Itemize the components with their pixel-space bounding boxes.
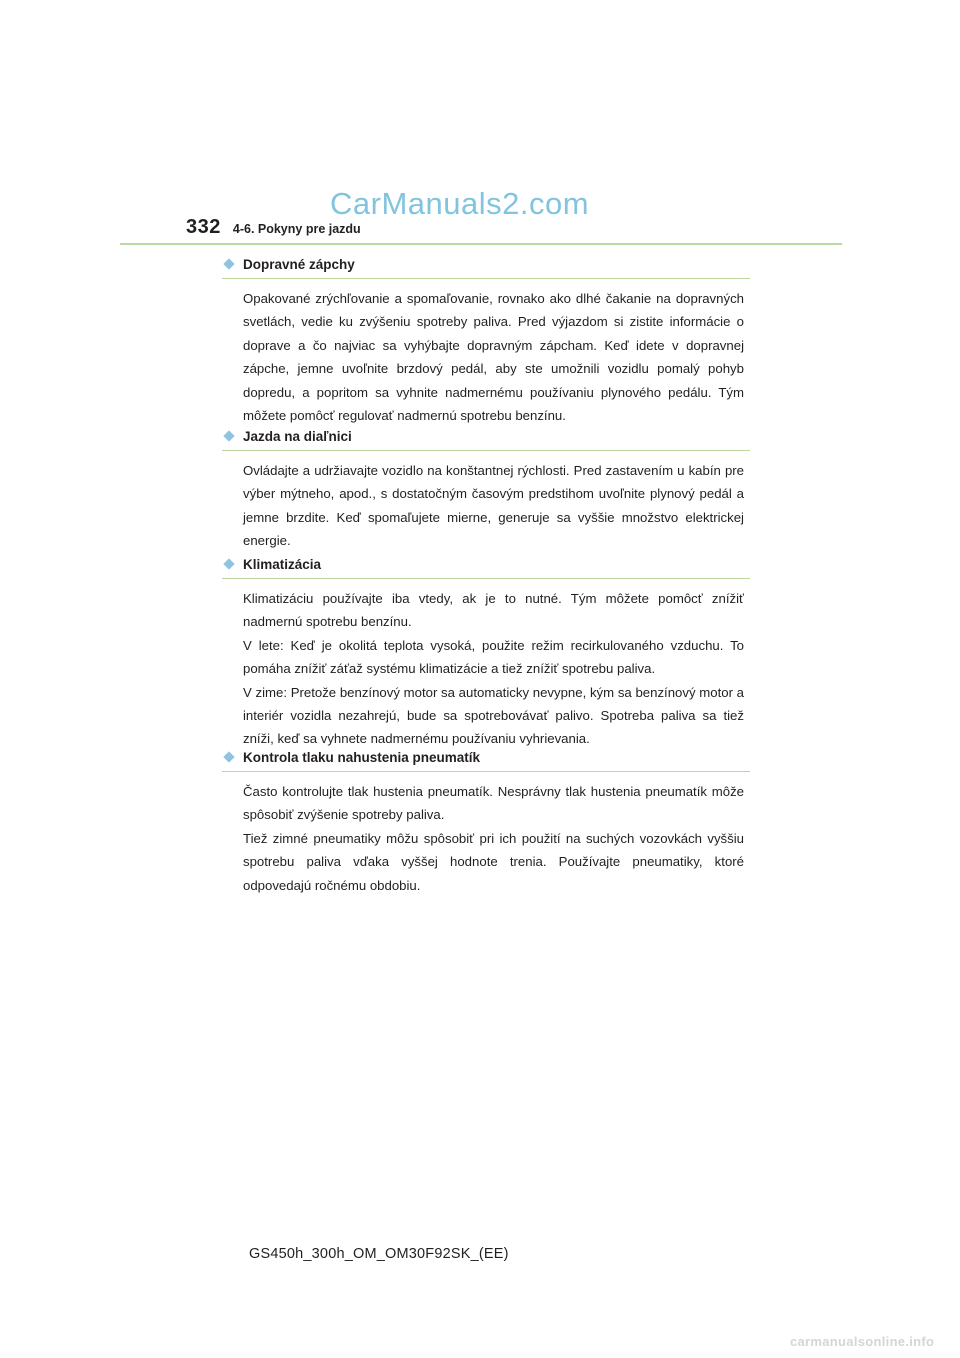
paragraph: Opakované zrýchľovanie a spomaľovanie, rovnako ako dlhé čakanie na dopravných svetlách, vedie ku zvýšeniu spotreby paliva. Pred výjazdom si zistite informácie o doprave a čo najviac sa vyhýbajte dopravným zápcham. Keď idete v dopravnej zápche, jemne uvoľnite brzdový pedál, aby ste umožnili vozidlu pomalý pohyb dopredu, a popritom sa vyhnite nadmernému používaniu plynového pedálu. Tým môžete pomôcť regulovať nadmernú spotrebu benzínu. (243, 291, 744, 424)
page-number: 332 (186, 216, 221, 238)
section-traffic-jams (222, 252, 750, 427)
header-divider (120, 243, 842, 245)
watermark-footer: carmanualsonline.info (790, 1334, 935, 1349)
section-title: Dopravné zápchy (243, 256, 355, 272)
section-header (222, 252, 750, 279)
paragraph: Ovládajte a udržiavajte vozidlo na konštantnej rýchlosti. Pred zastavením u kabín pre výber mýtneho, apod., s dostatočným časovým predstihom uvoľnite plynový pedál a jemne brzdite. Keď spomaľujete mierne, generuje sa vyššie množstvo elektrickej energie. (243, 463, 744, 549)
section-air-conditioning (222, 552, 750, 751)
section-header (222, 424, 750, 451)
section-body (243, 587, 744, 751)
paragraph: Klimatizáciu používajte iba vtedy, ak je to nutné. Tým môžete pomôcť znížiť nadmernú spotrebu benzínu. (243, 591, 744, 630)
document-code: GS450h_300h_OM_OM30F92SK_(EE) (249, 1246, 509, 1262)
paragraph: V zime: Pretože benzínový motor sa automaticky nevypne, kým sa benzínový motor a interiér vozidla nezahrejú, bude sa spotrebovávať palivo. Spotreba paliva sa tiež zníži, keď sa vyhnete nadmernému používaniu vyhrievania. (243, 684, 744, 747)
section-tire-pressure (222, 745, 750, 897)
section-heading: 4-6. Pokyny pre jazdu (232, 222, 361, 236)
page-header (186, 216, 361, 239)
paragraph: V lete: Keď je okolitá teplota vysoká, použite režim recirkulovaného vzduchu. To pomáha znížiť záťaž systému klimatizácie a tiež znížiť spotrebu paliva. (243, 637, 744, 677)
paragraph: Tiež zimné pneumatiky môžu spôsobiť pri ich použití na suchých vozovkách vyššiu spotrebu paliva vďaka vyššej hodnote trenia. Používajte pneumatiky, ktoré odpovedajú ročnému obdobiu. (243, 830, 744, 893)
section-title: Klimatizácia (243, 556, 322, 572)
watermark-logo: CarManuals2.com (330, 186, 590, 221)
section-body (243, 287, 744, 427)
diamond-bullet-icon (223, 558, 234, 569)
section-body (243, 780, 744, 897)
diamond-bullet-icon (223, 258, 234, 269)
section-body (243, 459, 744, 553)
section-highway-driving (222, 424, 750, 553)
section-title: Kontrola tlaku nahustenia pneumatík (243, 749, 481, 765)
section-header (222, 745, 750, 772)
section-title: Jazda na diaľnici (243, 428, 352, 444)
paragraph: Často kontrolujte tlak hustenia pneumatík. Nesprávny tlak hustenia pneumatík môže spôsobiť zvýšenie spotreby paliva. (243, 784, 744, 823)
diamond-bullet-icon (223, 430, 234, 441)
diamond-bullet-icon (223, 751, 234, 762)
section-header (222, 552, 750, 579)
